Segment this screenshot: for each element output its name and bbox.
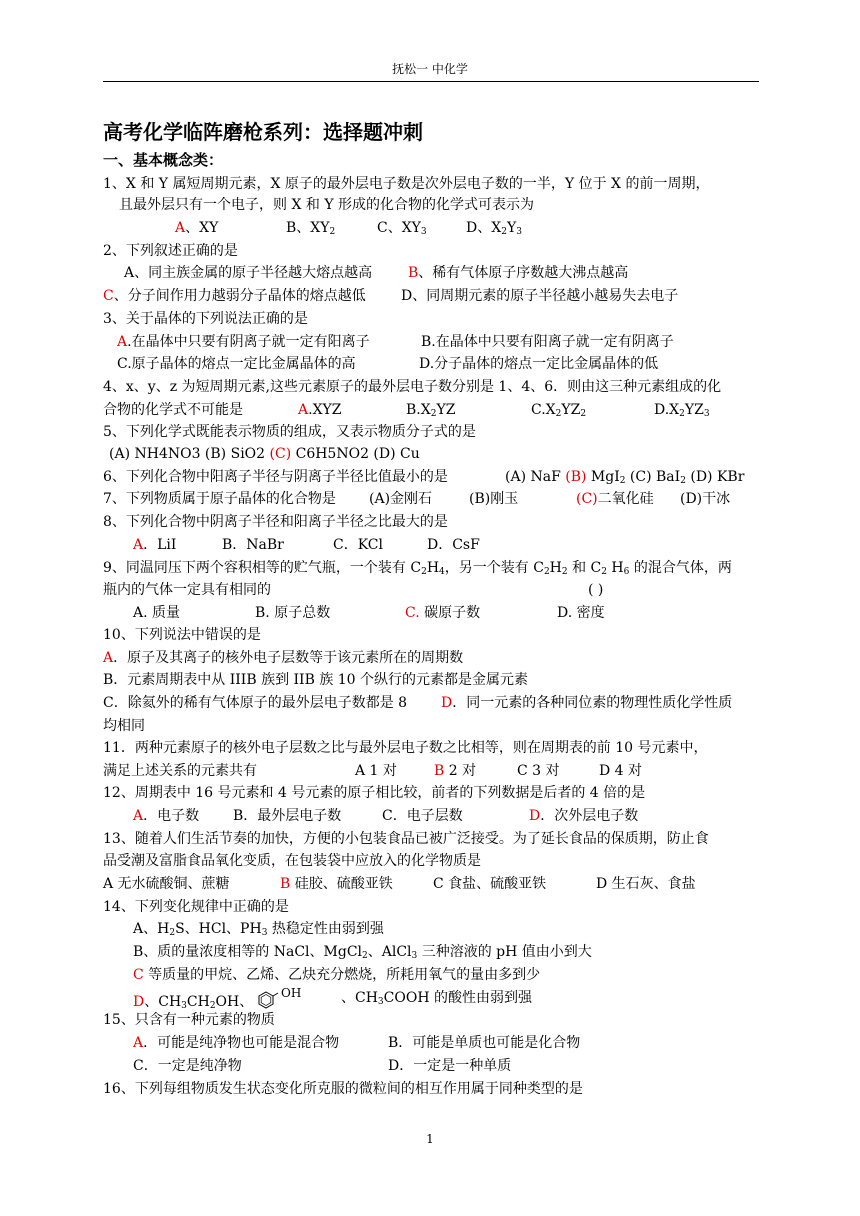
- q1-option-c-sub: 3: [420, 227, 427, 237]
- q4-answer-mark: A: [298, 402, 309, 418]
- q14-option-a-part1: A、H: [133, 921, 170, 937]
- q9-stem-line1: [103, 560, 732, 577]
- q9-sub4: 2: [561, 567, 568, 577]
- q14-option-d-part3: OH、: [215, 994, 254, 1010]
- q15-option-a-text: ．可能是纯净物也可能是混合物: [143, 1035, 340, 1051]
- q4-option-d-mid: YZ: [684, 402, 704, 418]
- q15-answer-mark: A: [133, 1035, 144, 1051]
- q14-option-d-tail: [341, 990, 532, 1007]
- q9-answer-mark: C.: [405, 605, 420, 621]
- q5-options: [109, 446, 420, 463]
- q6-answer-mark: (B): [565, 469, 587, 485]
- q10-option-c: C．除氦外的稀有气体原子的最外层电子数都是 8: [103, 695, 408, 711]
- q12-stem: 12、周期表中 16 号元素和 4 号元素的原子相比较，前者的下列数据是后者的 4 倍的是: [103, 785, 646, 801]
- q9-stem-part7: 的混合气体，两: [629, 560, 732, 576]
- q7-option-c-text: 二氧化硅: [597, 491, 654, 507]
- q4-stem-line2: 合物的化学式不可能是: [103, 402, 243, 418]
- q11-option-d: D 4 对: [599, 763, 643, 779]
- q11-stem-line2: 满足上述关系的元素共有: [103, 763, 257, 779]
- q4-option-b-text: B.X: [406, 402, 431, 418]
- q10-answer-mark-a: A: [103, 650, 114, 666]
- q13-option-a: A 无水硫酸铜、蔗糖: [103, 876, 230, 892]
- q10-option-d-cont: 均相同: [103, 718, 145, 734]
- q6-stem: 6、下列化合物中阳离子半径与阴离子半径比值最小的是: [103, 469, 448, 485]
- q9-sub2: 4: [439, 567, 445, 577]
- q6-option-b-sub: 2: [619, 476, 626, 486]
- q9-option-c: [405, 605, 480, 622]
- phenol-oh-label: OH: [281, 986, 302, 1000]
- q6-option-a: (A) NaF: [505, 469, 566, 485]
- q14-option-b-part3: 三种溶液的 pH 值由小到大: [417, 944, 592, 960]
- q14-option-d-part5: COOH 的酸性由弱到强: [383, 990, 532, 1006]
- q15-option-d: D．一定是一种单质: [388, 1058, 512, 1074]
- q9-option-a: A. 质量: [133, 605, 181, 621]
- q3-stem: 3、关于晶体的下列说法正确的是: [103, 311, 308, 327]
- q1-option-c-text: C、XY: [377, 220, 421, 236]
- q1-option-b: [286, 220, 335, 237]
- q2-option-c-text: 、分子间作用力越弱分子晶体的熔点越低: [113, 288, 366, 304]
- q14-option-a: [133, 921, 384, 938]
- q2-option-b-text: 、稀有气体原子序数越大沸点越高: [418, 265, 629, 281]
- q11-option-a: A 1 对: [355, 763, 397, 779]
- q9-stem-part1: 9、同温同压下两个容积相等的贮气瓶，一个装有 C: [103, 560, 422, 576]
- q10-stem: 10、下列说法中错误的是: [103, 627, 261, 643]
- q1-option-d-mid: Y: [506, 220, 517, 236]
- q15-option-a: [133, 1035, 339, 1052]
- q4-option-d-sub1: 2: [679, 409, 685, 419]
- q8-stem: 8、下列化合物中阴离子半径和阳离子半径之比最大的是: [103, 514, 448, 530]
- q11-option-b-text: 2 对: [444, 763, 477, 779]
- q4-option-a-text: .XYZ: [308, 402, 342, 418]
- q8-option-c: C．KCl: [333, 537, 383, 553]
- q11-option-c: C 3 对: [517, 763, 560, 779]
- q9-stem-part2: H: [426, 560, 440, 576]
- q13-option-b: [280, 876, 393, 893]
- q15-stem: 15、只含有一种元素的物质: [103, 1012, 275, 1028]
- q14-option-a-sub1: 2: [169, 928, 176, 938]
- q4-option-c: [531, 402, 586, 419]
- q9-stem-part3: ，另一个装有 C: [444, 560, 544, 576]
- q9-answer-paren: ( ): [588, 582, 604, 598]
- q14-option-c-text: 等质量的甲烷、乙烯、乙炔充分燃烧，所耗用氧气的量由多到少: [143, 967, 541, 983]
- q11-answer-mark: B: [434, 763, 445, 779]
- q8-option-d: D．CsF: [427, 537, 480, 553]
- q9-sub3: 2: [543, 567, 550, 577]
- q6-option-b-text: MgI: [586, 469, 620, 485]
- q12-option-a-text: ．电子数: [143, 808, 200, 824]
- page-number: 1: [426, 1132, 434, 1146]
- q7-option-d: (D)干冰: [680, 491, 731, 507]
- q14-option-d: [133, 990, 291, 1011]
- q2-answer-mark-b: B: [408, 265, 419, 281]
- q10-option-a: [103, 650, 463, 667]
- q14-option-b-sub2: 3: [411, 951, 418, 961]
- q16-stem: 16、下列每组物质发生状态变化所克服的微粒间的相互作用属于同种类型的是: [103, 1081, 583, 1097]
- q5-answer-mark: (C): [269, 446, 292, 462]
- q1-option-a-text: 、XY: [185, 220, 219, 236]
- document-title: 高考化学临阵磨枪系列：选择题冲刺: [103, 120, 423, 144]
- q4-option-b-sub: 2: [430, 409, 437, 419]
- q10-option-b: B．元素周期表中从 IIIB 族到 IIB 族 10 个纵行的元素都是金属元素: [103, 672, 529, 688]
- q12-option-c: C．电子层数: [382, 808, 463, 824]
- q4-option-b: [406, 402, 455, 419]
- q14-option-a-part3: 热稳定性由弱到强: [267, 921, 384, 937]
- q10-answer-mark-d: D: [441, 695, 453, 711]
- q7-option-b: (B)刚玉: [469, 491, 519, 507]
- q12-option-b: B．最外层电子数: [233, 808, 342, 824]
- q9-stem-line2: 瓶内的气体一定具有相同的: [103, 582, 271, 598]
- q12-answer-mark-a: A: [133, 808, 144, 824]
- q7-option-c: [576, 491, 654, 508]
- q2-option-a: A、同主族金属的原子半径越大熔点越高: [124, 265, 373, 281]
- q14-option-a-part2: S、HCl、PH: [175, 921, 262, 937]
- q13-stem-line2: 品受潮及富脂食品氧化变质，在包装袋中应放入的化学物质是: [103, 853, 481, 869]
- q10-option-a-text: ．原子及其离子的核外电子层数等于该元素所在的周期数: [113, 650, 464, 666]
- q14-answer-mark-d: D: [133, 994, 145, 1010]
- header-rule: [103, 81, 759, 82]
- q13-stem-line1: 13、随着人们生活节奏的加快，方便的小包装食品已被广泛接受。为了延长食品的保质期，防止食: [103, 831, 709, 847]
- q14-option-d-part4: 、CH: [341, 990, 378, 1006]
- q14-option-a-sub2: 3: [261, 928, 268, 938]
- q4-option-d-sub2: 3: [703, 409, 710, 419]
- q2-option-c: [103, 288, 366, 305]
- q3-option-a: [117, 334, 370, 351]
- q14-stem: 14、下列变化规律中正确的是: [103, 899, 289, 915]
- q5-options-cd: C6H5NO2 (D) Cu: [291, 446, 420, 462]
- q9-option-d: D. 密度: [557, 605, 605, 621]
- q11-stem-line1: 11．两种元素原子的核外电子层数之比与最外层电子数之比相等，则在周期表的前 10 号元素中，: [103, 740, 708, 756]
- q9-sub5: 2: [601, 567, 607, 577]
- q14-option-b-part2: 、AlCl: [367, 944, 412, 960]
- q3-option-b: B.在晶体中只要有阳离子就一定有阴离子: [421, 334, 674, 350]
- q1-option-d-text: D、X: [466, 220, 502, 236]
- q4-option-c-mid: YZ: [561, 402, 581, 418]
- q4-option-d-text: D.X: [654, 402, 680, 418]
- q3-option-a-text: .在晶体中只要有阴离子就一定有阳离子: [127, 334, 370, 350]
- q9-option-b: B. 原子总数: [255, 605, 331, 621]
- q9-stem-part5: 和 C: [567, 560, 602, 576]
- q7-stem: 7、下列物质属于原子晶体的化合物是: [103, 491, 336, 507]
- q1-option-d: [466, 220, 522, 237]
- q4-option-c-sub1: 2: [555, 409, 562, 419]
- q6-option-c: (C) BaI: [625, 469, 681, 485]
- q2-option-d: D、同周期元素的原子半径越小越易失去电子: [401, 288, 679, 304]
- q3-option-c: C.原子晶体的熔点一定比金属晶体的高: [117, 356, 356, 372]
- q1-option-a: [175, 220, 218, 237]
- q4-stem-line1: 4、x、y、z 为短周期元素,这些元素原子的最外层电子数分别是 1、4、6．则由这三种元素组成的化: [103, 379, 722, 395]
- q14-option-d-part2: CH: [186, 994, 210, 1010]
- q4-option-b-tail: YZ: [436, 402, 456, 418]
- q9-sub6: 6: [623, 567, 630, 577]
- q10-option-d: [441, 695, 732, 712]
- q1-stem-line1: 1、X 和 Y 属短周期元素，X 原子的最外层电子数是次外层电子数的一半，Y 位于 X 的前一周期，: [103, 176, 710, 192]
- q12-answer-mark-d: D: [529, 808, 541, 824]
- q1-option-c: [377, 220, 427, 237]
- page-header: 抚松一 中化学: [392, 62, 468, 76]
- q1-stem-line2: 且最外层只有一个电子，则 X 和 Y 形成的化合物的化学式可表示为: [119, 197, 535, 213]
- q9-stem-part4: H: [549, 560, 562, 576]
- q2-option-b: [408, 265, 628, 282]
- q15-option-b: B．可能是单质也可能是化合物: [388, 1035, 581, 1051]
- q9-option-c-text: 碳原子数: [419, 605, 481, 621]
- q7-answer-mark: (C): [576, 491, 598, 507]
- q2-answer-mark-c: C: [103, 288, 114, 304]
- q11-option-b: [434, 763, 476, 780]
- q14-option-d-sub1: 3: [181, 1001, 187, 1011]
- q1-answer-mark: A: [175, 220, 186, 236]
- q2-stem: 2、下列叙述正确的是: [103, 243, 238, 259]
- q8-option-a: [133, 537, 176, 554]
- q5-options-ab: (A) NH4NO3 (B) SiO2: [109, 446, 270, 462]
- q15-option-c: C．一定是纯净物: [133, 1058, 242, 1074]
- q14-option-b: [133, 944, 592, 961]
- q1-option-b-sub: 2: [329, 227, 336, 237]
- q14-option-b-sub1: 2: [362, 951, 368, 961]
- q1-option-d-sub2: 3: [516, 227, 522, 237]
- q12-option-d-text: ．次外层电子数: [540, 808, 639, 824]
- q6-options: [505, 469, 744, 486]
- q14-option-d-sub2: 2: [209, 1001, 216, 1011]
- q12-option-a: [133, 808, 199, 825]
- q6-option-d: (D) KBr: [685, 469, 745, 485]
- q14-option-d-part1: 、CH: [144, 994, 182, 1010]
- q4-option-a: [298, 402, 342, 419]
- q3-option-d: D.分子晶体的熔点一定比金属晶体的低: [419, 356, 659, 372]
- q8-option-b: B．NaBr: [222, 537, 284, 553]
- q14-option-c: [133, 967, 540, 984]
- q13-option-d: D 生石灰、食盐: [596, 876, 696, 892]
- q13-option-c: C 食盐、硫酸亚铁: [433, 876, 547, 892]
- q14-option-d-sub3: 3: [377, 997, 384, 1007]
- q6-option-c-sub: 2: [680, 476, 686, 486]
- q14-option-b-part1: B、质的量浓度相等的 NaCl、MgCl: [133, 944, 363, 960]
- q12-option-d: [529, 808, 638, 825]
- section-heading: 一、基本概念类：: [103, 151, 224, 169]
- q4-option-d: [654, 402, 710, 419]
- q13-option-b-text: 硅胶、硫酸亚铁: [290, 876, 393, 892]
- q4-option-c-sub2: 2: [580, 409, 587, 419]
- q4-option-c-text: C.X: [531, 402, 556, 418]
- q10-option-d-text: ．同一元素的各种同位素的物理性质化学性质: [452, 695, 733, 711]
- q1-option-b-text: B、XY: [286, 220, 330, 236]
- q1-option-d-sub1: 2: [501, 227, 507, 237]
- q8-option-a-text: ．LiI: [143, 537, 177, 553]
- q8-answer-mark: A: [133, 537, 144, 553]
- q9-stem-part6: H: [606, 560, 624, 576]
- q5-stem: 5、下列化学式既能表示物质的组成，又表示物质分子式的是: [103, 424, 476, 440]
- q9-sub1: 2: [421, 567, 427, 577]
- q3-answer-mark: A: [117, 334, 128, 350]
- q7-option-a: (A)金刚石: [369, 491, 433, 507]
- q14-answer-mark-c: C: [133, 967, 144, 983]
- q13-answer-mark: B: [280, 876, 291, 892]
